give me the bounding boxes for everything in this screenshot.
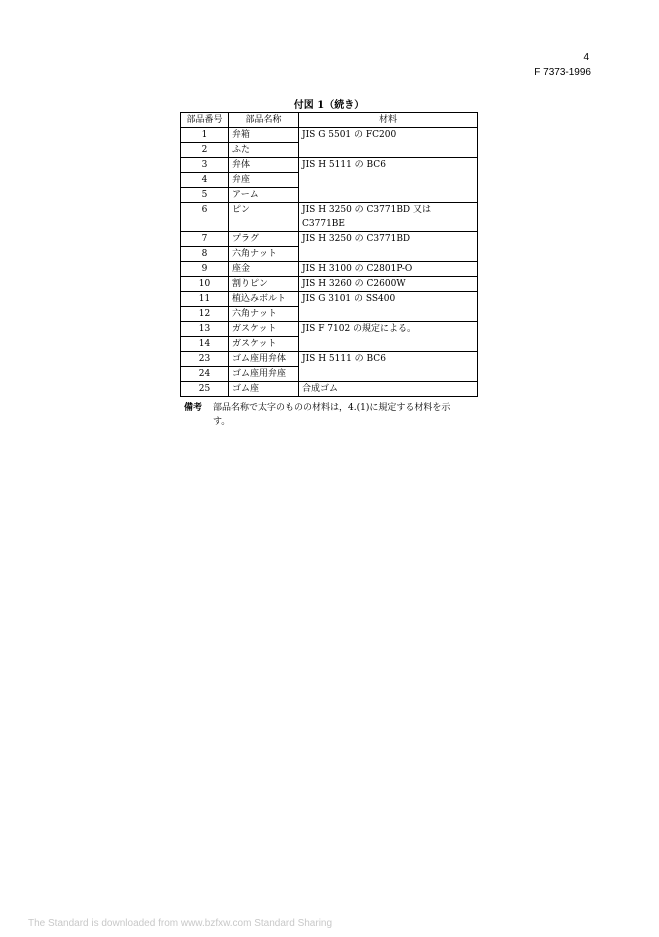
remarks-note (184, 401, 484, 429)
part-number: 6 (181, 203, 229, 232)
part-number: 2 (181, 143, 229, 158)
remarks-text-continued: す。 (213, 417, 231, 427)
part-number: 23 (181, 352, 229, 367)
part-number: 4 (181, 173, 229, 188)
table-row (181, 292, 478, 307)
part-material: JIS F 7102 の規定による。 (299, 322, 478, 352)
table-header-row (181, 113, 478, 128)
part-name: 弁体 (229, 158, 299, 173)
part-material: JIS H 5111 の BC6 (299, 352, 478, 382)
part-name: ゴム座用弁体 (229, 352, 299, 367)
remarks-text: 部品名称で太字のものの材料は，4.(1)に規定する材料を示 (213, 403, 451, 413)
table-row (181, 232, 478, 247)
column-header-part-number: 部品番号 (181, 113, 229, 128)
part-number: 14 (181, 337, 229, 352)
part-number: 10 (181, 277, 229, 292)
part-name: ガスケット (229, 322, 299, 337)
part-name: ピン (229, 203, 299, 232)
part-number: 24 (181, 367, 229, 382)
table-row (181, 277, 478, 292)
part-name: アーム (229, 188, 299, 203)
table-row (181, 262, 478, 277)
part-name: ゴム座 (229, 382, 299, 397)
column-header-material: 材料 (299, 113, 478, 128)
table-row (181, 128, 478, 143)
part-number: 8 (181, 247, 229, 262)
material-line: JIS H 3250 の C3771BD 又は (302, 205, 432, 215)
part-number: 12 (181, 307, 229, 322)
part-number: 1 (181, 128, 229, 143)
part-name: 座金 (229, 262, 299, 277)
part-material: JIS H 3250 の C3771BD (299, 232, 478, 262)
part-number: 7 (181, 232, 229, 247)
part-material: 合成ゴム (299, 382, 478, 397)
part-name: 弁箱 (229, 128, 299, 143)
part-number: 5 (181, 188, 229, 203)
table-row (181, 322, 478, 337)
part-material: JIS H 5111 の BC6 (299, 158, 478, 203)
part-name: 植込みボルト (229, 292, 299, 307)
part-name: 六角ナット (229, 307, 299, 322)
table-row (181, 203, 478, 232)
part-name: 六角ナット (229, 247, 299, 262)
part-name: ガスケット (229, 337, 299, 352)
part-number: 13 (181, 322, 229, 337)
part-material (299, 203, 478, 232)
part-material: JIS H 3100 の C2801P-O (299, 262, 478, 277)
material-line: C3771BE (302, 219, 345, 229)
column-header-part-name: 部品名称 (229, 113, 299, 128)
part-name: ゴム座用弁座 (229, 367, 299, 382)
part-number: 11 (181, 292, 229, 307)
table-title: 付図 1（続き） (293, 100, 365, 111)
table-row (181, 158, 478, 173)
remarks-label: 備考 (184, 403, 203, 413)
part-number: 9 (181, 262, 229, 277)
part-material: JIS H 3260 の C2600W (299, 277, 478, 292)
part-material: JIS G 3101 の SS400 (299, 292, 478, 322)
part-number: 3 (181, 158, 229, 173)
page-number: 4 (583, 52, 589, 63)
table-row (181, 382, 478, 397)
part-name: プラグ (229, 232, 299, 247)
part-name: 割りピン (229, 277, 299, 292)
part-name: 弁座 (229, 173, 299, 188)
part-name: ふた (229, 143, 299, 158)
parts-table (180, 112, 478, 397)
table-row (181, 352, 478, 367)
footer-watermark-text: The Standard is downloaded from www.bzfxw.com Standard Sharing (28, 918, 333, 929)
part-number: 25 (181, 382, 229, 397)
part-material: JIS G 5501 の FC200 (299, 128, 478, 158)
document-code: F 7373-1996 (534, 67, 591, 78)
